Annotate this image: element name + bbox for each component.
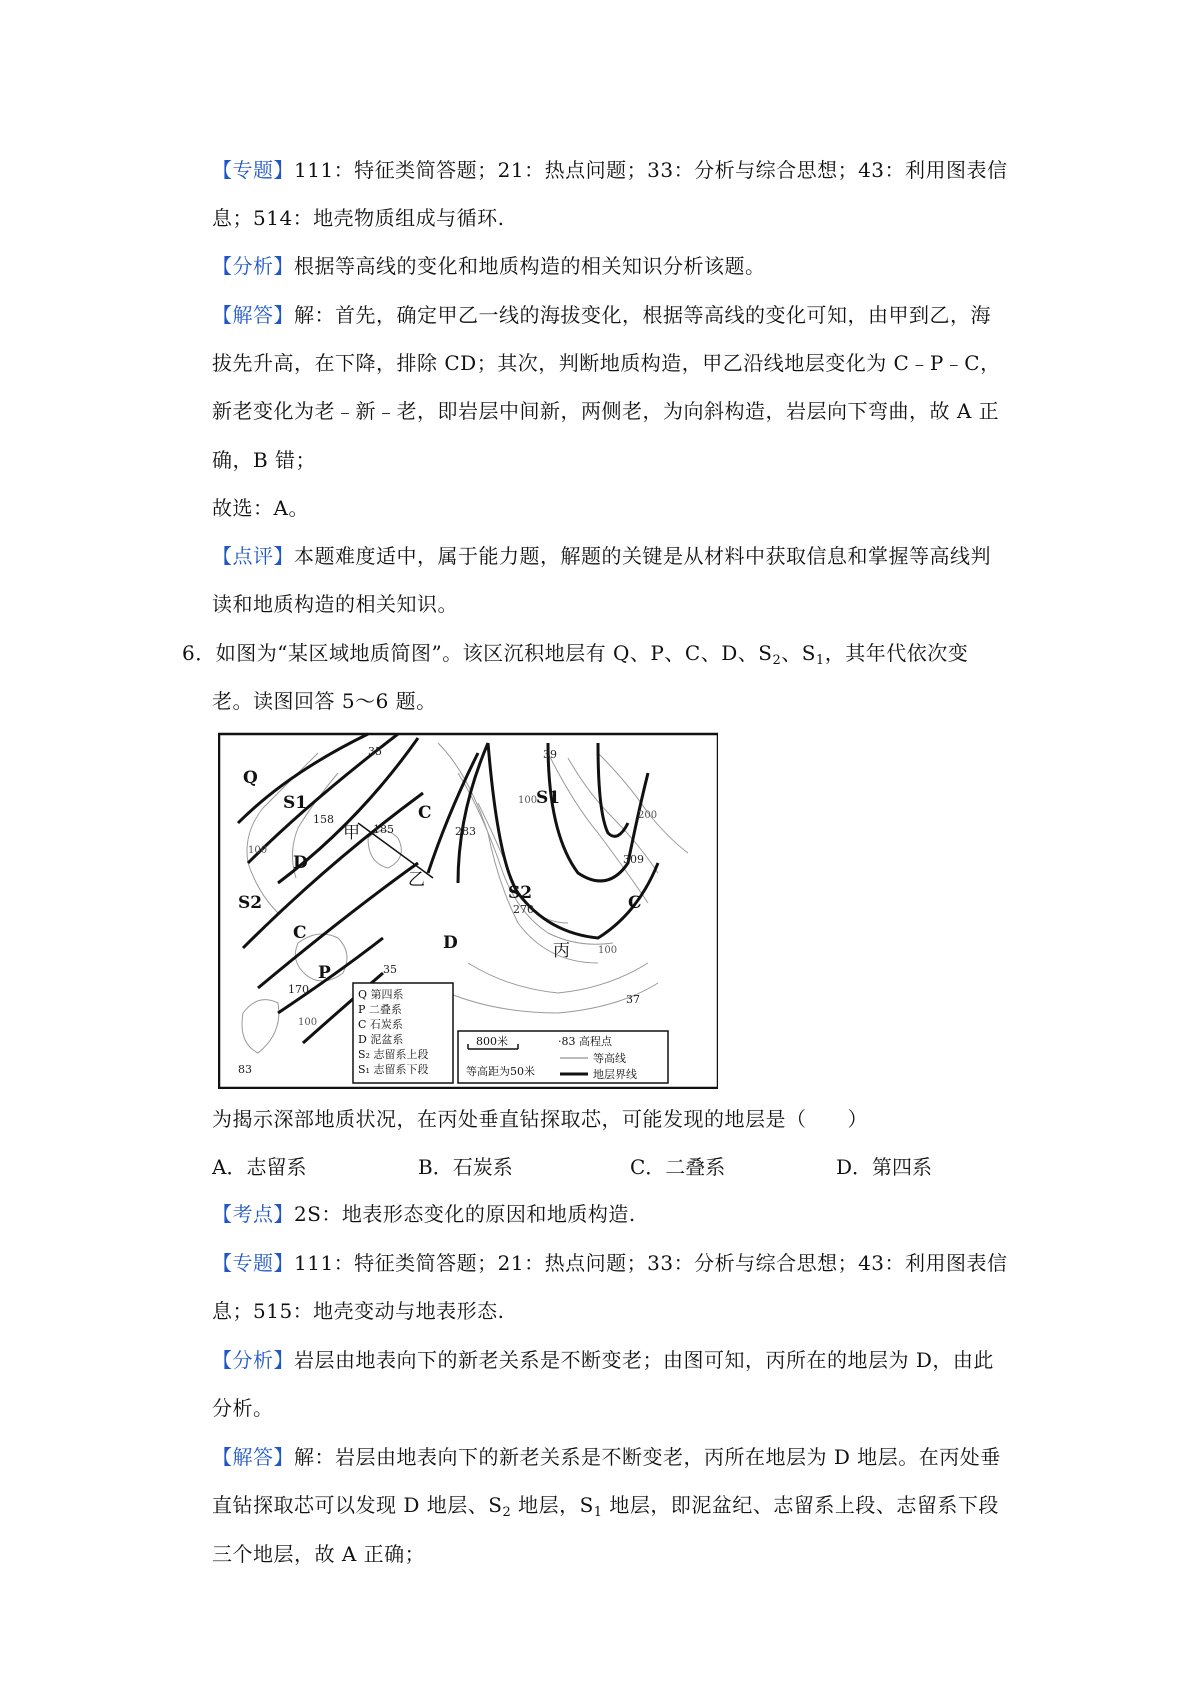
jieda2-part-b: 地层，S [511, 1493, 594, 1517]
legend-entry: Q 第四系 [358, 988, 404, 1001]
elevation-label: 283 [455, 825, 476, 838]
stratum-label: S1 [283, 793, 308, 813]
stem-subscript-2: 2 [772, 653, 782, 668]
elevation-label: 170 [288, 983, 309, 996]
legend-contour: 等高线 [593, 1052, 626, 1065]
legend-entry: S₁ 志留系下段 [358, 1063, 429, 1076]
dianping-line-1 [212, 542, 991, 570]
contour-label: 100 [518, 795, 538, 806]
dianping-line-2: 读和地质构造的相关知识。 [212, 592, 458, 616]
question-stem-line-1 [182, 639, 968, 675]
dianping-tag: 【点评】 [212, 544, 294, 568]
dianping-text: 本题难度适中，属于能力题，解题的关键是从材料中获取信息和掌握等高线判 [294, 544, 991, 568]
legend-boundary: 地层界线 [593, 1068, 637, 1081]
zhuanti2-line-1 [212, 1249, 1008, 1277]
elevation-label: 158 [313, 813, 334, 826]
jieda-text: 解：首先，确定甲乙一线的海拔变化，根据等高线的变化可知，由甲到乙，海 [294, 303, 991, 327]
jieda2-line-2 [212, 1491, 999, 1527]
elevation-label: 39 [543, 748, 557, 761]
elevation-label: 35 [383, 963, 397, 976]
contour-label: 100 [598, 945, 618, 956]
zhuanti2-tag: 【专题】 [212, 1251, 294, 1275]
stratum-label: Q [243, 768, 258, 788]
scale-label: 800米 [476, 1035, 508, 1048]
jieda2-subscript-1: 1 [593, 1505, 603, 1520]
option-d[interactable]: D．第四系 [836, 1155, 933, 1179]
jieda-line-4: 确，B 错； [212, 448, 317, 472]
stratum-label: D [293, 853, 308, 873]
jieda2-part-c: 地层，即泥盆纪、志留系上段、志留系下段 [602, 1493, 999, 1517]
jieda2-line-3: 三个地层，故 A 正确； [212, 1542, 426, 1566]
option-c[interactable]: C．二叠系 [630, 1155, 726, 1179]
stem-part-b: 、S [781, 641, 816, 665]
fenxi-line [212, 252, 766, 280]
legend-entry: C 石炭系 [358, 1018, 403, 1031]
jieda2-text: 解：岩层由地表向下的新老关系是不断变老，丙所在地层为 D 地层。在丙处垂 [294, 1445, 1001, 1469]
kaodian-line [212, 1200, 636, 1228]
elevation-label: 37 [626, 993, 640, 1006]
elevation-label: 35 [368, 745, 382, 758]
kaodian-text: 2S：地表形态变化的原因和地质构造. [294, 1202, 636, 1226]
zhuanti2-line-2: 息；515：地壳变动与地表形态. [212, 1299, 505, 1323]
elevation-label: 270 [513, 903, 534, 916]
stratum-label: C [293, 923, 307, 943]
question-number: 6． [182, 641, 216, 665]
stratum-label: S1 [536, 788, 561, 808]
elevation-label: 185 [373, 823, 394, 836]
stratum-label: C [418, 803, 432, 823]
jieda-line-2: 拔先升高，在下降，排除 CD；其次，判断地质构造，甲乙沿线地层变化为 C﹣P﹣C， [212, 351, 1001, 375]
jieda2-tag: 【解答】 [212, 1445, 294, 1469]
stem-subscript-1: 1 [815, 653, 825, 668]
zhuanti-text: 111：特征类简答题；21：热点问题；33：分析与综合思想；43：利用图表信 [294, 158, 1008, 182]
legend-entry: D 泥盆系 [358, 1033, 404, 1046]
option-a[interactable]: A．志留系 [212, 1155, 307, 1179]
jieda-tag: 【解答】 [212, 303, 294, 327]
place-label-jia: 甲 [343, 823, 360, 843]
place-label-bing: 丙 [553, 941, 570, 961]
stem-part-a: 如图为“某区域地质简图”。该区沉积地层有 Q、P、C、D、S [215, 641, 773, 665]
zhuanti-line-2: 息；514：地壳物质组成与循环. [212, 206, 505, 230]
answer-line: 故选：A。 [212, 496, 309, 520]
fenxi2-line-1 [212, 1346, 994, 1374]
stratum-label: S2 [238, 893, 263, 913]
contour-label: 200 [638, 810, 658, 821]
geologic-map-figure [218, 713, 718, 1089]
zhuanti-tag: 【专题】 [212, 158, 294, 182]
fenxi2-line-2: 分析。 [212, 1396, 274, 1420]
stratum-label: C [628, 893, 642, 913]
jieda-line-1 [212, 301, 991, 329]
stratum-label: S2 [508, 883, 533, 903]
stratum-label: P [318, 963, 331, 983]
jieda2-line-1 [212, 1443, 1001, 1471]
contour-interval-label: 等高距为50米 [466, 1065, 535, 1078]
jieda2-part-a: 直钻探取芯可以发现 D 地层、S [212, 1493, 503, 1517]
kaodian-tag: 【考点】 [212, 1202, 294, 1226]
fenxi-text: 根据等高线的变化和地质构造的相关知识分析该题。 [294, 254, 766, 278]
fenxi2-tag: 【分析】 [212, 1348, 294, 1372]
fenxi-tag: 【分析】 [212, 254, 294, 278]
zhuanti-line-1 [212, 156, 1008, 184]
elevation-label: 309 [623, 853, 644, 866]
jieda2-subscript-2: 2 [502, 1505, 512, 1520]
place-label-yi: 乙 [408, 870, 425, 890]
elevation-label: 83 [238, 1063, 252, 1076]
jieda-line-3: 新老变化为老﹣新﹣老，即岩层中间新，两侧老，为向斜构造，岩层向下弯曲，故 A 正 [212, 399, 1000, 423]
contour-label: 100 [248, 845, 268, 856]
contour-label: 100 [298, 1017, 318, 1028]
zhuanti2-text: 111：特征类简答题；21：热点问题；33：分析与综合思想；43：利用图表信 [294, 1251, 1008, 1275]
legend-entry: S₂ 志留系上段 [358, 1048, 429, 1061]
option-b[interactable]: B．石炭系 [418, 1155, 513, 1179]
stem-part-c: ，其年代依次变 [824, 641, 969, 665]
fenxi2-text: 岩层由地表向下的新老关系是不断变老；由图可知，丙所在的地层为 D，由此 [294, 1348, 994, 1372]
legend-entry: P 二叠系 [358, 1003, 402, 1016]
legend-elevation-point: ·83 高程点 [558, 1035, 612, 1048]
question-text: 为揭示深部地质状况，在丙处垂直钻探取芯，可能发现的地层是（ ） [212, 1107, 868, 1131]
question-stem-line-2: 老。读图回答 5～6 题。 [212, 689, 437, 713]
stratum-label: D [443, 933, 458, 953]
